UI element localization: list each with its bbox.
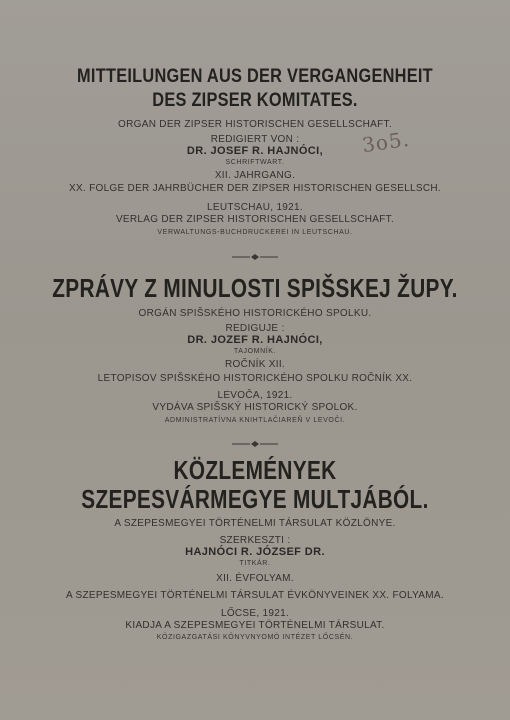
- hungarian-edited-by: SZERKESZTI :: [219, 535, 291, 546]
- german-publisher: VERLAG DER ZIPSER HISTORISCHEN GESELLSCHAFT.: [115, 214, 395, 225]
- slovak-editor: DR. JOZEF R. HAJNÓCI,: [187, 334, 323, 346]
- hungarian-editor-role: TITKÁR.: [239, 560, 271, 567]
- german-title-line2: DES ZIPSER KOMITATES.: [152, 90, 358, 111]
- hungarian-publisher: KIADJA A SZEPESMEGYEI TÖRTÉNELMI TÁRSULAT.: [125, 620, 385, 631]
- slovak-place-year: LEVOČA, 1921.: [217, 390, 293, 401]
- german-edited-by: REDIGIERT VON :: [210, 134, 300, 145]
- hungarian-place-year: LŐCSE, 1921.: [220, 608, 290, 619]
- german-series: XX. FOLGE DER JAHRBÜCHER DER ZIPSER HISTORISCHEN GESELLSCH.: [68, 183, 442, 194]
- slovak-edited-by: REDIGUJE :: [225, 323, 285, 334]
- slovak-publisher: VYDÁVA SPIŠSKÝ HISTORICKÝ SPOLOK.: [152, 402, 358, 413]
- german-editor: DR. JOSEF R. HAJNÓCI,: [186, 145, 324, 157]
- handwritten-note: 3o5.: [360, 126, 412, 158]
- german-volume: XII. JAHRGANG.: [214, 170, 296, 181]
- hungarian-series: A SZEPESMEGYEI TÖRTÉNELMI TÁRSULAT ÉVKÖNYVEINEK XX. FOLYAMA.: [66, 590, 444, 601]
- slovak-series: LETOPISOV SPIŠSKÉHO HISTORICKÉHO SPOLKU ROČNÍK XX.: [97, 373, 413, 384]
- german-editor-role: SCHRIFTWART.: [225, 159, 285, 166]
- german-title-line1: MITTEILUNGEN AUS DER VERGANGENHEIT: [77, 66, 433, 87]
- slovak-title: ZPRÁVY Z MINULOSTI SPIŠSKEJ ŽUPY.: [52, 273, 458, 303]
- german-printer: VERWALTUNGS-BUCHDRUCKEREI IN LEUTSCHAU.: [157, 229, 353, 236]
- hungarian-printer: KÖZIGAZGATÁSI KÖNYVNYOMÓ INTÉZET LŐCSÉN.: [156, 634, 354, 641]
- german-place-year: LEUTSCHAU, 1921.: [207, 202, 303, 213]
- hungarian-organ: A SZEPESMEGYEI TÖRTÉNELMI TÁRSULAT KÖZLÖNYE.: [114, 518, 396, 529]
- ornamental-divider-2: [0, 440, 510, 448]
- hungarian-volume: XII. ÉVFOLYAM.: [216, 573, 294, 584]
- german-organ: ORGAN DER ZIPSER HISTORISCHEN GESELLSCHAFT.: [118, 119, 392, 130]
- slovak-editor-role: TAJOMNÍK.: [233, 348, 277, 355]
- hungarian-title-line1: KÖZLEMÉNYEK: [173, 455, 337, 485]
- slovak-volume: ROČNÍK XII.: [225, 359, 285, 370]
- slovak-organ: ORGÁN SPIŠSKÉHO HISTORICKÉHO SPOLKU.: [138, 308, 372, 319]
- ornamental-divider-1: [0, 253, 510, 261]
- slovak-printer: ADMINISTRATÍVNA KNIHTLAČIAREŇ V LEVOČI.: [164, 417, 346, 424]
- hungarian-title-line2: SZEPESVÁRMEGYE MULTJÁBÓL.: [81, 484, 429, 514]
- hungarian-editor: HAJNÓCI R. JÓZSEF DR.: [185, 546, 325, 558]
